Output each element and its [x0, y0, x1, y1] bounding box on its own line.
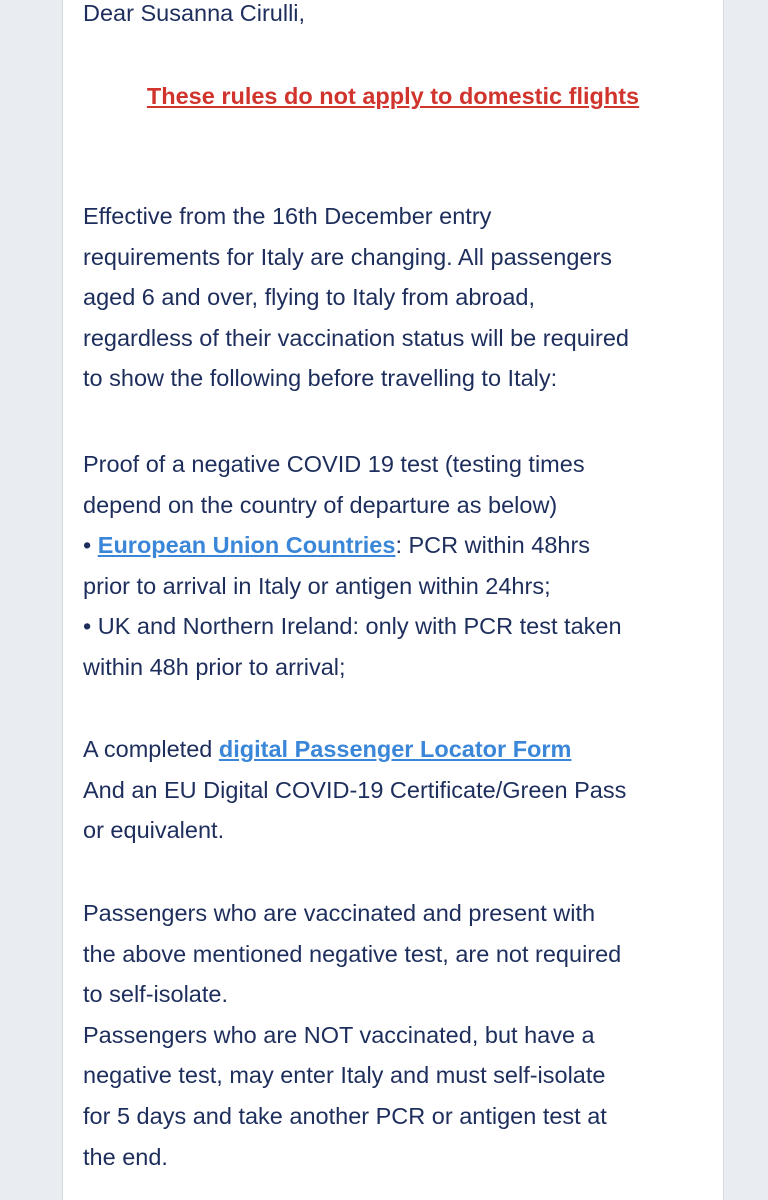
vaccination-line: the end.: [83, 1143, 168, 1170]
vaccination-line: Passengers who are vaccinated and present with: [83, 900, 596, 926]
vaccination-line: for 5 days and take another PCR or antigen test at: [83, 1102, 607, 1129]
intro-line: aged 6 and over, flying to Italy from abroad,: [83, 284, 535, 311]
vaccination-line: negative test, may enter Italy and must self-isolate: [83, 1062, 606, 1089]
bullet-eu-text: : PCR within 48hrs: [395, 532, 591, 559]
test-line: depend on the country of departure as below): [83, 491, 558, 518]
intro-line: regardless of their vaccination status will be required: [83, 324, 629, 351]
bullet-eu-continuation: prior to arrival in Italy or antigen within 24hrs;: [83, 572, 551, 599]
domestic-flights-notice: These rules do not apply to domestic flights: [146, 83, 640, 109]
european-union-countries-link[interactable]: European Union Countries: [97, 532, 396, 559]
locator-paragraph: [83, 729, 703, 851]
vaccination-paragraph: [83, 893, 703, 1177]
certificate-line: And an EU Digital COVID-19 Certificate/Green Pass: [83, 776, 627, 803]
vaccination-line: Passengers who are NOT vaccinated, but have a: [83, 1021, 595, 1048]
greeting: Dear Susanna Cirulli,: [83, 0, 306, 26]
test-line: Proof of a negative COVID 19 test (testing times: [83, 451, 585, 477]
intro-line: to show the following before travelling to Italy:: [83, 365, 558, 392]
intro-line: Effective from the 16th December entry: [83, 203, 492, 229]
bullet-uk-continuation: within 48h prior to arrival;: [83, 653, 346, 680]
locator-line: [83, 729, 703, 770]
locator-prefix: A completed: [83, 736, 219, 762]
email-card: [62, 0, 724, 1200]
bullet-eu: [83, 525, 703, 566]
passenger-locator-form-link[interactable]: digital Passenger Locator Form: [218, 736, 572, 762]
intro-paragraph: [83, 196, 703, 399]
vaccination-line: the above mentioned negative test, are not required: [83, 940, 622, 967]
test-requirements: [83, 444, 703, 688]
bullet-uk: • UK and Northern Ireland: only with PCR test taken: [83, 613, 622, 640]
intro-line: requirements for Italy are changing. All passengers: [83, 243, 613, 270]
vaccination-line: to self-isolate.: [83, 981, 228, 1008]
bullet-marker: •: [83, 532, 98, 559]
equivalent-line: or equivalent.: [83, 817, 225, 844]
